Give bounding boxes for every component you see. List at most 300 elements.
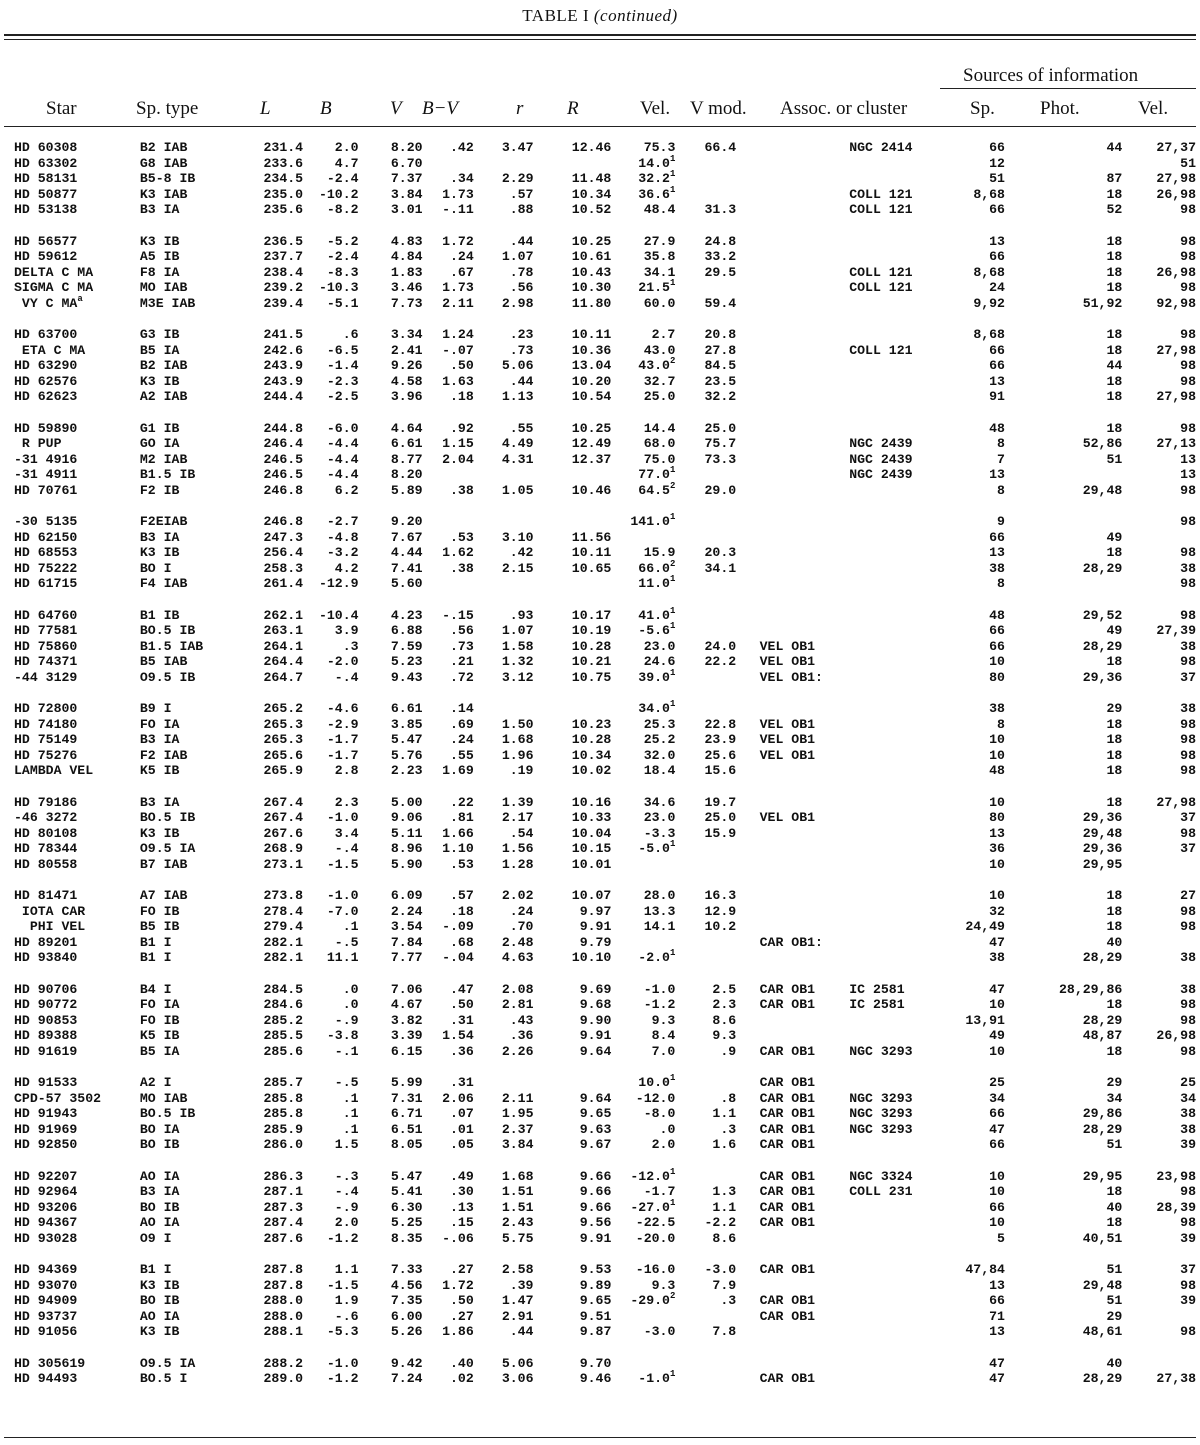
cell-B: 4.7: [334, 155, 359, 171]
cell-sp_type: K3 IB: [139, 1277, 180, 1293]
cell-src_vel: 98: [1180, 233, 1196, 249]
cell-cluster: [849, 670, 943, 686]
cell-src_phot: 52: [1106, 202, 1123, 217]
cell-spacer: [736, 343, 759, 359]
cell-vmod: [675, 623, 736, 639]
cell-BV: .13: [450, 1199, 474, 1215]
cell-vel: -16.0: [635, 1262, 676, 1277]
cell-V: 6.00: [390, 1308, 423, 1324]
cell-star: HD 91056: [14, 1324, 78, 1339]
cell-R: 9.97: [579, 903, 612, 919]
cell-cluster: [849, 1028, 943, 1044]
cell-vel: 2.7: [651, 327, 676, 342]
cell-star: HD 62150: [14, 529, 78, 545]
cell-spacer: [736, 732, 759, 748]
cell-src_sp: 47: [989, 1371, 1005, 1386]
cell-V: 7.35: [390, 1293, 423, 1308]
cell-vmod: 8.6: [712, 1230, 737, 1246]
cell-cluster: [849, 530, 943, 546]
cell-BV: .27: [450, 1262, 474, 1277]
cell-src_phot: 18: [1106, 420, 1123, 436]
cell-cluster: [849, 1262, 943, 1278]
cell-B: -1.2: [326, 1371, 359, 1386]
cell-cluster: NGC 2414: [849, 140, 913, 155]
cell-BV: .50: [450, 997, 474, 1012]
table-row: [14, 732, 1196, 748]
cell-r: .19: [509, 763, 534, 778]
footnote-mark: 1: [669, 621, 676, 631]
cell-assoc: [760, 452, 850, 468]
cell-B: -1.0: [326, 1355, 359, 1371]
cell-src_sp: 13: [989, 233, 1005, 249]
group-spacer: [14, 218, 1196, 234]
cell-vmod: 84.5: [704, 358, 737, 373]
cell-L: 241.5: [263, 327, 304, 342]
cell-assoc: CAR OB1: [759, 1121, 816, 1137]
cell-BV: .38: [450, 560, 474, 576]
cell-L: 247.3: [263, 529, 304, 545]
cell-src_phot: 28,29: [1082, 560, 1123, 576]
cell-B: 2.8: [334, 763, 359, 778]
footnote-mark: 1: [669, 699, 676, 709]
cell-sp_type: O9.5 IB: [139, 669, 196, 685]
cell-src_phot: 28,29,86: [1059, 981, 1123, 997]
cell-spacer: [736, 249, 759, 265]
cell-cluster: COLL 121: [849, 264, 913, 280]
cell-vel: -29.0$^2$: [630, 1291, 676, 1308]
cell-src_phot: 18: [1106, 794, 1123, 810]
cell-src_vel: 98: [1180, 1215, 1196, 1230]
cell-spacer: [736, 389, 759, 405]
cell-V: 2.23: [390, 763, 423, 778]
cell-R: [533, 701, 611, 717]
cell-V: 6.09: [390, 888, 423, 903]
cell-src_phot: 40: [1106, 934, 1123, 950]
cell-src_vel: 26,98: [1156, 186, 1196, 202]
cell-src_vel: [1122, 1356, 1196, 1372]
cell-BV: [423, 514, 474, 530]
cell-V: 7.24: [390, 1371, 423, 1386]
footnote-mark: 1: [669, 184, 676, 195]
cell-BV: -.15: [442, 607, 474, 623]
cell-src_phot: 29,86: [1082, 1106, 1123, 1121]
table-row: [14, 452, 1196, 468]
cell-spacer: [736, 265, 759, 281]
cell-spacer: [736, 171, 759, 187]
cell-cluster: [849, 701, 943, 717]
cell-sp_type: B2 IAB: [139, 358, 188, 373]
cell-V: 4.64: [390, 420, 423, 436]
cell-BV: 1.54: [442, 1028, 474, 1043]
cell-assoc: [760, 530, 850, 546]
cell-vmod: 23.9: [704, 732, 737, 747]
cell-src_vel: 98: [1180, 373, 1196, 389]
cell-R: 10.01: [571, 856, 612, 872]
footnote-mark: 1: [669, 169, 676, 179]
cell-B: -1.5: [326, 856, 359, 872]
cell-r: .73: [509, 342, 534, 358]
cell-star: HD 90772: [14, 997, 78, 1012]
table-row: [14, 810, 1196, 826]
cell-vmod: 8.6: [712, 1012, 737, 1028]
cell-src_phot: 29: [1106, 701, 1123, 716]
table-row: [14, 1075, 1196, 1091]
cell-L: 246.4: [263, 436, 304, 451]
cell-src_vel: 23,98: [1156, 1168, 1196, 1184]
cell-L: 231.4: [263, 140, 304, 155]
cell-src_sp: 13: [989, 1277, 1005, 1293]
header-star: Star: [46, 98, 77, 119]
footnote-mark: 1: [669, 605, 676, 616]
cell-B: 3.9: [334, 623, 359, 638]
cell-assoc: CAR OB1: [759, 981, 816, 997]
cell-L: 273.1: [263, 856, 304, 872]
cell-spacer: [736, 1013, 759, 1029]
cell-BV: .40: [450, 1355, 474, 1371]
cell-BV: .36: [450, 1043, 474, 1059]
cell-r: 2.48: [501, 934, 534, 950]
cell-V: 3.34: [390, 327, 423, 342]
cell-V: 6.30: [390, 1199, 423, 1215]
cell-V: 5.23: [390, 654, 423, 669]
cell-R: 9.66: [579, 1168, 612, 1184]
header-B: B: [320, 98, 332, 119]
cell-R: 10.30: [571, 280, 612, 295]
cell-R: 10.19: [571, 623, 612, 638]
cell-src_sp: 24: [989, 280, 1005, 295]
cell-sp_type: B1.5 IB: [139, 467, 196, 482]
cell-src_vel: 98: [1180, 1277, 1196, 1293]
cell-r: 1.68: [501, 732, 534, 747]
cell-src_phot: 40: [1106, 1199, 1123, 1215]
cell-B: -1.7: [326, 747, 359, 763]
group-spacer: [14, 405, 1196, 421]
cell-src_phot: 18: [1106, 997, 1123, 1012]
cell-cluster: [849, 1200, 943, 1216]
cell-R: 9.53: [579, 1262, 612, 1277]
cell-V: 9.06: [390, 810, 423, 825]
cell-assoc: CAR OB1: [759, 1075, 816, 1090]
cell-spacer: [736, 234, 759, 250]
cell-vmod: 10.2: [704, 919, 737, 934]
cell-star: HD 91533: [14, 1075, 78, 1090]
cell-B: -10.2: [318, 186, 359, 202]
cell-V: 7.31: [390, 1090, 423, 1106]
cell-vmod: -3.0: [704, 1262, 737, 1277]
cell-src_vel: 37: [1180, 669, 1196, 685]
cell-vmod: 12.9: [704, 903, 737, 919]
cell-B: -5.2: [326, 233, 359, 249]
cell-V: 3.01: [390, 202, 423, 217]
cell-BV: .50: [450, 358, 474, 373]
header-B-V: B−V: [422, 98, 459, 119]
cell-src_sp: 13: [989, 467, 1005, 482]
cell-V: 2.24: [390, 903, 423, 919]
cell-spacer: [736, 1122, 759, 1138]
cell-star: HD 56577: [14, 233, 78, 249]
cell-src_sp: 8,68: [973, 327, 1005, 342]
cell-R: [533, 514, 611, 530]
cell-src_sp: 12: [989, 155, 1005, 171]
cell-R: 13.04: [571, 358, 612, 373]
cell-spacer: [736, 202, 759, 218]
table-row: [14, 1278, 1196, 1294]
cell-assoc: [760, 1278, 850, 1294]
cell-R: 9.91: [579, 919, 612, 934]
cell-BV: 1.72: [442, 1277, 474, 1293]
footnote-mark: 1: [669, 512, 676, 522]
cell-star: VY C $MA^a$: [14, 293, 83, 311]
cell-BV: .47: [450, 981, 474, 997]
cell-src_sp: 49: [989, 1028, 1005, 1043]
cell-sp_type: F2 IAB: [139, 747, 188, 763]
footnote-mark: 1: [669, 1369, 676, 1379]
cell-BV: .22: [450, 794, 474, 810]
cell-star: HD 63290: [14, 358, 78, 373]
cell-r: .55: [509, 420, 534, 436]
cell-L: 238.4: [263, 264, 304, 280]
cell-r: 3.12: [501, 669, 534, 685]
cell-sp_type: B3 IA: [139, 732, 180, 747]
cell-vel: -8.0: [643, 1106, 676, 1121]
cell-r: .70: [509, 919, 534, 934]
cell-V: 6.51: [390, 1121, 423, 1137]
cell-L: 234.5: [263, 171, 304, 186]
cell-star: HD 75860: [14, 638, 78, 654]
cell-cluster: [849, 296, 943, 312]
cell-vmod: [675, 950, 736, 966]
cell-star: HD 90706: [14, 981, 78, 997]
cell-BV: 1.69: [442, 763, 474, 778]
cell-BV: 1.72: [442, 233, 474, 249]
cell-src_vel: 38: [1180, 560, 1196, 576]
cell-BV: 1.62: [442, 545, 474, 560]
cell-src_vel: 38: [1180, 950, 1196, 965]
cell-src_phot: 29,36: [1082, 810, 1123, 825]
cell-src_sp: 13: [989, 545, 1005, 560]
cell-B: -2.4: [326, 171, 359, 186]
cell-BV: 1.73: [442, 280, 474, 295]
cell-B: -2.9: [326, 716, 359, 732]
cell-src_phot: 18: [1106, 264, 1123, 280]
cell-B: .1: [342, 1121, 359, 1137]
cell-L: 287.8: [263, 1277, 304, 1293]
cell-src_sp: 13: [989, 825, 1005, 841]
cell-src_vel: 27,37: [1156, 140, 1196, 155]
cell-assoc: VEL OB1: [759, 654, 816, 669]
cell-assoc: VEL OB1:: [759, 669, 823, 685]
cell-assoc: [760, 919, 850, 935]
cell-BV: 2.06: [442, 1090, 474, 1106]
cell-R: [533, 1075, 611, 1091]
header-src-phot: Phot.: [1040, 98, 1080, 119]
cell-src_phot: 51,92: [1082, 295, 1123, 311]
cell-star: -46 3272: [14, 810, 78, 825]
cell-vel: 32.7: [643, 373, 676, 389]
cell-sp_type: O9.5 IA: [139, 841, 196, 856]
cell-star: HD 62576: [14, 373, 78, 389]
cell-src_vel: [1122, 857, 1196, 873]
cell-B: -1.2: [326, 1230, 359, 1246]
cell-spacer: [736, 826, 759, 842]
cell-src_sp: 48: [989, 420, 1005, 436]
cell-vmod: 20.3: [704, 545, 737, 560]
cell-V: 5.26: [390, 1324, 423, 1339]
cell-spacer: [736, 1106, 759, 1122]
cell-vel: $-5.6^1$: [638, 621, 676, 638]
table-row: [14, 1356, 1196, 1372]
cell-sp_type: G3 IB: [139, 327, 180, 342]
cell-r: [474, 701, 534, 717]
cell-cluster: [849, 389, 943, 405]
cell-sp_type: AO IA: [139, 1215, 180, 1230]
cell-assoc: [760, 327, 850, 343]
cell-B: 4.2: [334, 560, 359, 576]
cell-vel: [611, 530, 675, 546]
cell-src_phot: 18: [1106, 233, 1123, 249]
cell-vmod: .9: [720, 1043, 737, 1059]
cell-assoc: VEL OB1: [759, 810, 816, 825]
cell-B: -5.1: [326, 295, 359, 311]
cell-src_phot: 18: [1106, 1215, 1123, 1230]
cell-vmod: 59.4: [704, 295, 737, 311]
cell-R: 10.02: [571, 763, 612, 778]
cell-L: 244.4: [263, 389, 304, 404]
cell-src_sp: 8: [997, 576, 1005, 591]
cell-sp_type: K5 IB: [139, 763, 180, 778]
cell-R: 10.04: [571, 825, 612, 841]
cell-sp_type: G1 IB: [139, 420, 180, 436]
cell-r: 1.05: [501, 482, 534, 498]
cell-assoc: VEL OB1: [759, 716, 816, 732]
cell-sp_type: MO IAB: [139, 280, 188, 295]
cell-cluster: [849, 717, 943, 733]
cell-src_sp: 24,49: [965, 919, 1005, 934]
cell-R: 10.11: [571, 327, 612, 342]
cell-src_vel: 27: [1180, 888, 1196, 903]
cell-B: -.1: [334, 1043, 359, 1059]
cell-B: -1.5: [326, 1277, 359, 1293]
cell-src_vel: 98: [1180, 997, 1196, 1012]
cell-assoc: CAR OB1: [759, 1371, 816, 1386]
cell-spacer: [736, 1262, 759, 1278]
cell-assoc: [760, 358, 850, 374]
cell-assoc: [760, 561, 850, 577]
group-spacer: [14, 498, 1196, 514]
cell-star: HD 75149: [14, 732, 78, 747]
cell-BV: .53: [450, 856, 474, 872]
cell-star: HD 89388: [14, 1028, 78, 1043]
cell-V: 5.25: [390, 1215, 423, 1230]
table-row: [14, 561, 1196, 577]
cell-r: 1.68: [501, 1168, 534, 1184]
cell-assoc: [760, 857, 850, 873]
cell-src_sp: 13,91: [965, 1012, 1005, 1028]
cell-star: HD 64760: [14, 607, 78, 623]
cell-src_phot: 18: [1106, 389, 1123, 404]
cell-L: 289.0: [263, 1371, 304, 1386]
cell-assoc: [760, 421, 850, 437]
cell-src_sp: 47,84: [965, 1262, 1005, 1277]
cell-spacer: [736, 452, 759, 468]
cell-V: 6.70: [390, 155, 423, 171]
table-row: [14, 1262, 1196, 1278]
cell-sp_type: A2 I: [139, 1075, 172, 1090]
cell-R: 10.16: [571, 794, 612, 810]
cell-star: HD 91943: [14, 1106, 78, 1121]
cell-L: 267.4: [263, 794, 304, 810]
cell-vmod: 2.3: [712, 997, 737, 1012]
cell-src_phot: 18: [1106, 763, 1123, 778]
cell-src_phot: 29,36: [1082, 669, 1123, 685]
cell-star: HD 93070: [14, 1277, 78, 1293]
cell-src_phot: 18: [1106, 747, 1123, 763]
cell-V: 8.05: [390, 1137, 423, 1152]
cell-cluster: NGC 2439: [849, 436, 913, 451]
cell-r: 2.29: [501, 171, 534, 186]
cell-assoc: [760, 202, 850, 218]
cell-V: 5.00: [390, 794, 423, 810]
cell-src_sp: 7: [997, 451, 1005, 467]
cell-vel: 48.4: [643, 202, 676, 217]
cell-V: 6.71: [390, 1106, 423, 1121]
cell-R: 10.07: [571, 888, 612, 903]
cell-star: HD 60308: [14, 140, 78, 155]
table-row: [14, 1106, 1196, 1122]
cell-vmod: [675, 467, 736, 483]
cell-star: HD 72800: [14, 701, 78, 716]
cell-cluster: [849, 950, 943, 966]
cell-star: HD 93028: [14, 1230, 78, 1246]
cell-B: -.4: [334, 669, 359, 685]
cell-r: 5.06: [501, 358, 534, 373]
cell-star: HD 59612: [14, 249, 78, 264]
table-row: [14, 1200, 1196, 1216]
cell-B: -4.6: [326, 701, 359, 716]
cell-assoc: [760, 608, 850, 624]
cell-V: 8.20: [390, 467, 423, 482]
cell-spacer: [736, 748, 759, 764]
cell-L: 235.6: [263, 202, 304, 217]
caption-continued: (continued): [593, 6, 678, 25]
cell-spacer: [736, 763, 759, 779]
cell-src_vel: 98: [1180, 514, 1196, 529]
cell-vel: -1.0: [643, 981, 676, 997]
cell-BV: -.11: [442, 202, 474, 217]
cell-V: 3.96: [390, 389, 423, 404]
cell-V: 5.90: [390, 856, 423, 872]
table-row: [14, 950, 1196, 966]
cell-vel: 43.0: [643, 342, 676, 358]
cell-cluster: [849, 1215, 943, 1231]
cell-assoc: [760, 156, 850, 172]
cell-cluster: [849, 514, 943, 530]
cell-src_phot: 40: [1106, 1355, 1123, 1371]
cell-r: .78: [509, 264, 534, 280]
cell-R: 10.33: [571, 810, 612, 825]
cell-src_sp: 66: [989, 638, 1005, 654]
cell-r: .44: [509, 1324, 534, 1339]
cell-vmod: 1.1: [712, 1199, 737, 1215]
cell-src_vel: 26,98: [1156, 264, 1196, 280]
cell-vmod: 29.0: [704, 482, 737, 498]
cell-star: HD 305619: [14, 1355, 86, 1371]
cell-r: 1.47: [501, 1293, 534, 1308]
cell-B: -1.4: [326, 358, 359, 373]
cell-cluster: [849, 1278, 943, 1294]
cell-vmod: 23.5: [704, 373, 737, 389]
table-row: [14, 249, 1196, 265]
